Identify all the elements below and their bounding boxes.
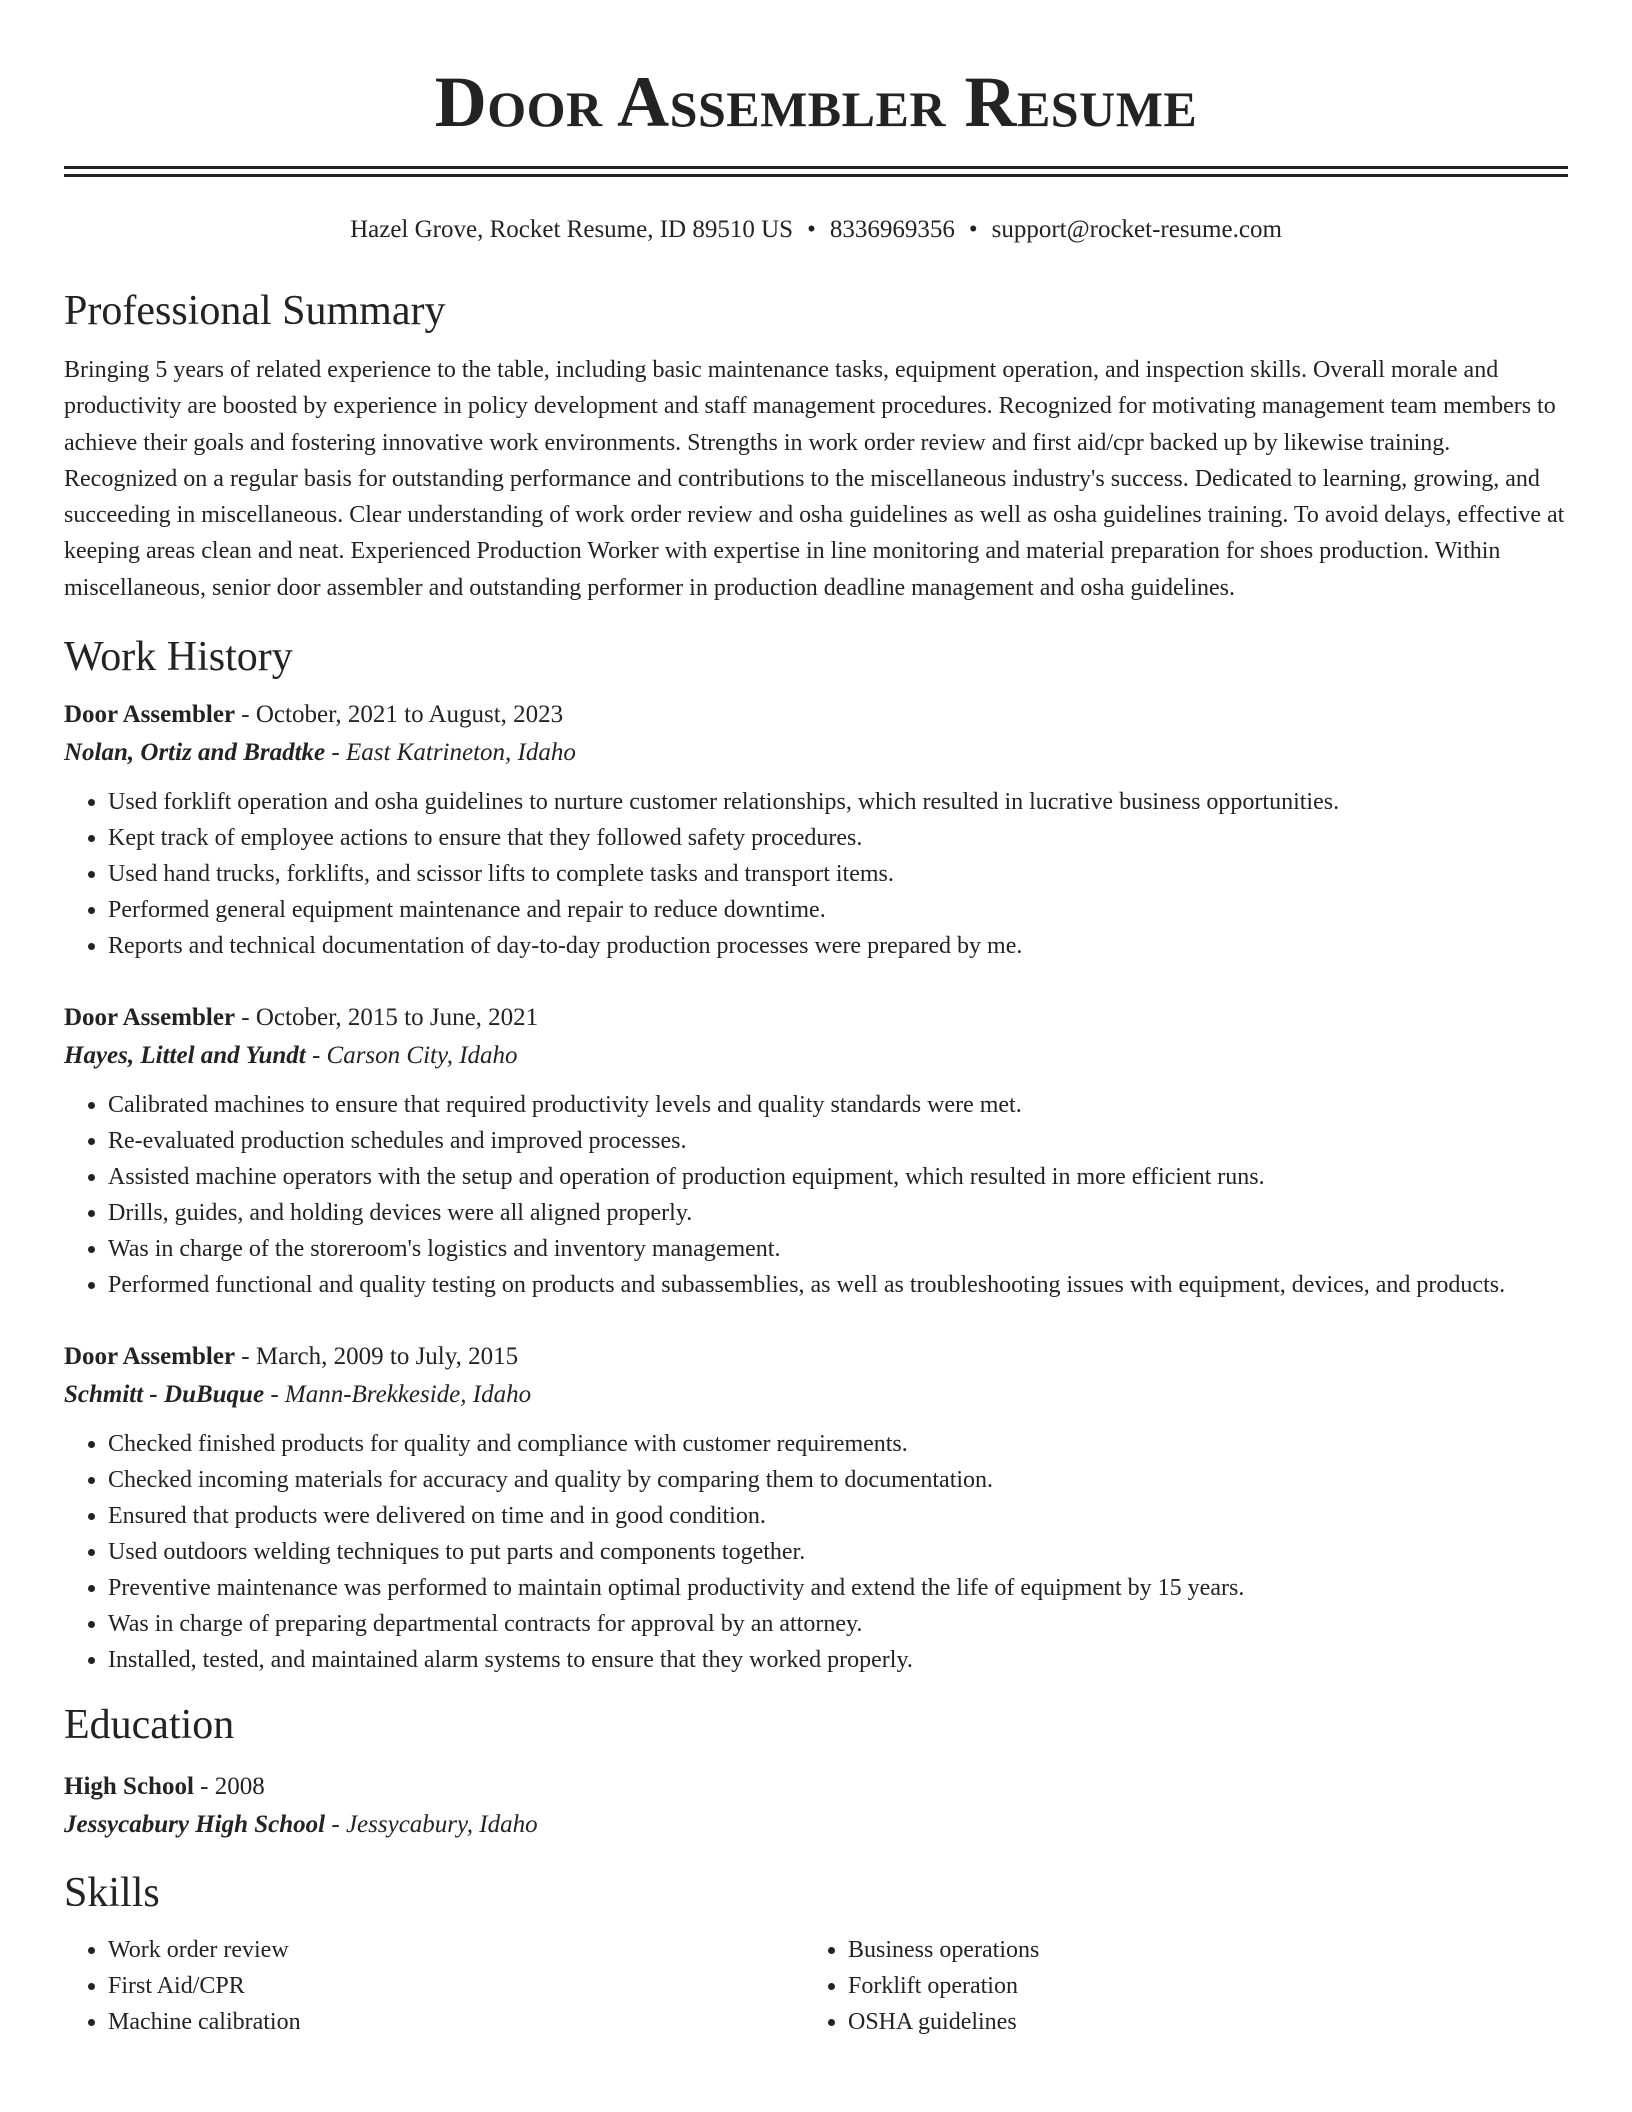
contact-email: support@rocket-resume.com bbox=[991, 216, 1282, 243]
job-bullets bbox=[64, 1087, 1568, 1303]
summary-paragraph: Bringing 5 years of related experience to the table, including basic maintenance tasks, equipment operation, and inspection skills. Overall morale and productivity are boosted by experience in policy development and staff management procedures. Recognized for motivating management team members to achieve their goals and fostering innovative work environments. Strengths in work order review and first aid/cpr backed up by likewise training. Recognized on a regular basis for outstanding performance and contributions to the miscellaneous industry's success. Dedicated to learning, growing, and succeeding in miscellaneous. Clear understanding of work order review and osha guidelines as well as osha guidelines training. To avoid delays, effective at keeping areas clean and neat. Experienced Production Worker with expertise in line monitoring and material preparation for shoes production. Within miscellaneous, senior door assembler and outstanding performer in production deadline management and osha guidelines. bbox=[64, 357, 1565, 601]
list-item: • Checked incoming materials for accuracy and quality by comparing them to documentation. bbox=[108, 1462, 1568, 1498]
list-item: • Ensured that products were delivered on time and in good condition. bbox=[108, 1498, 1568, 1534]
job-entry bbox=[64, 1338, 1568, 1678]
list-item: • OSHA guidelines bbox=[848, 2004, 1504, 2040]
contact-separator: • bbox=[807, 216, 816, 243]
list-item: • Performed functional and quality testing on products and subassemblies, as well as troubleshooting issues with equipment, devices, and products. bbox=[108, 1267, 1568, 1303]
list-item: • Checked finished products for quality and compliance with customer requirements. bbox=[108, 1426, 1568, 1462]
list-item: • Used hand trucks, forklifts, and scissor lifts to complete tasks and transport items. bbox=[108, 856, 1568, 892]
summary-heading: Professional Summary bbox=[64, 288, 446, 334]
skills-list-right bbox=[804, 1932, 1504, 2040]
job-location: - Mann-Brekkeside, Idaho bbox=[264, 1381, 532, 1409]
job-company: Schmitt - DuBuque bbox=[64, 1381, 265, 1409]
job-company-line bbox=[64, 1376, 1568, 1414]
education-degree-line bbox=[64, 1768, 1568, 1806]
list-item: • First Aid/CPR bbox=[108, 1968, 804, 2004]
education-heading: Education bbox=[64, 1702, 235, 1749]
list-item: • Preventive maintenance was performed to maintain optimal productivity and extend the life of equipment by 15 years. bbox=[108, 1570, 1568, 1606]
job-company-line bbox=[64, 734, 1568, 772]
list-item: • Forklift operation bbox=[848, 1968, 1504, 2004]
page-title: Door Assembler Resume bbox=[434, 62, 1198, 142]
education-school-line bbox=[64, 1806, 1568, 1844]
work-history-heading: Work History bbox=[64, 634, 293, 681]
job-bullets bbox=[64, 784, 1568, 964]
job-dates: - October, 2021 to August, 2023 bbox=[235, 701, 564, 729]
list-item: • Used forklift operation and osha guidelines to nurture customer relationships, which resulted in lucrative business opportunities. bbox=[108, 784, 1568, 820]
education-school: Jessycabury High School bbox=[64, 1811, 326, 1839]
job-bullets bbox=[64, 1426, 1568, 1678]
list-item: • Assisted machine operators with the setup and operation of production equipment, which resulted in more efficient runs. bbox=[108, 1159, 1568, 1195]
contact-address: Hazel Grove, Rocket Resume, ID 89510 US bbox=[350, 216, 794, 243]
job-title-line bbox=[64, 1338, 1568, 1376]
list-item: • Business operations bbox=[848, 1932, 1504, 1968]
job-dates: - October, 2015 to June, 2021 bbox=[235, 1004, 539, 1032]
list-item: • Reports and technical documentation of day-to-day production processes were prepared by me. bbox=[108, 928, 1568, 964]
education-year: - 2008 bbox=[193, 1773, 265, 1801]
title-double-rule bbox=[64, 166, 1568, 177]
job-company: Nolan, Ortiz and Bradtke bbox=[64, 739, 326, 767]
job-location: - East Katrineton, Idaho bbox=[325, 739, 576, 767]
job-title: Door Assembler bbox=[64, 1004, 236, 1032]
contact-line bbox=[64, 214, 1568, 246]
education-location: - Jessycabury, Idaho bbox=[325, 1811, 538, 1839]
contact-separator: • bbox=[968, 216, 978, 243]
education-entry bbox=[64, 1768, 1568, 1844]
job-company: Hayes, Littel and Yundt bbox=[64, 1042, 306, 1070]
job-location: - Carson City, Idaho bbox=[305, 1042, 518, 1070]
job-title-line bbox=[64, 696, 1568, 734]
contact-phone: 8336969356 bbox=[829, 216, 955, 243]
list-item: • Used outdoors welding techniques to put parts and components together. bbox=[108, 1534, 1568, 1570]
list-item: • Installed, tested, and maintained alarm systems to ensure that they worked properly. bbox=[108, 1642, 1568, 1678]
rule-line-bottom bbox=[64, 174, 1568, 177]
skills-column-right bbox=[804, 1932, 1504, 2040]
job-entry bbox=[64, 999, 1568, 1303]
job-title: Door Assembler bbox=[64, 1343, 236, 1371]
list-item: • Performed general equipment maintenance and repair to reduce downtime. bbox=[108, 892, 1568, 928]
skills-list-left bbox=[64, 1932, 804, 2040]
job-entry bbox=[64, 696, 1568, 964]
list-item: • Calibrated machines to ensure that required productivity levels and quality standards were met. bbox=[108, 1087, 1568, 1123]
list-item: • Kept track of employee actions to ensure that they followed safety procedures. bbox=[108, 820, 1568, 856]
list-item: • Machine calibration bbox=[108, 2004, 804, 2040]
list-item: • Drills, guides, and holding devices were all aligned properly. bbox=[108, 1195, 1568, 1231]
skills-column-left bbox=[64, 1932, 804, 2040]
education-degree: High School bbox=[64, 1773, 194, 1801]
list-item: • Was in charge of preparing departmental contracts for approval by an attorney. bbox=[108, 1606, 1568, 1642]
skills-columns bbox=[64, 1932, 1568, 2040]
job-dates: - March, 2009 to July, 2015 bbox=[235, 1343, 519, 1371]
list-item: • Re-evaluated production schedules and improved processes. bbox=[108, 1123, 1568, 1159]
job-title-line bbox=[64, 999, 1568, 1037]
list-item: • Work order review bbox=[108, 1932, 804, 1968]
job-company-line bbox=[64, 1037, 1568, 1075]
job-title: Door Assembler bbox=[64, 701, 236, 729]
skills-heading: Skills bbox=[64, 1870, 160, 1917]
list-item: • Was in charge of the storeroom's logistics and inventory management. bbox=[108, 1231, 1568, 1267]
